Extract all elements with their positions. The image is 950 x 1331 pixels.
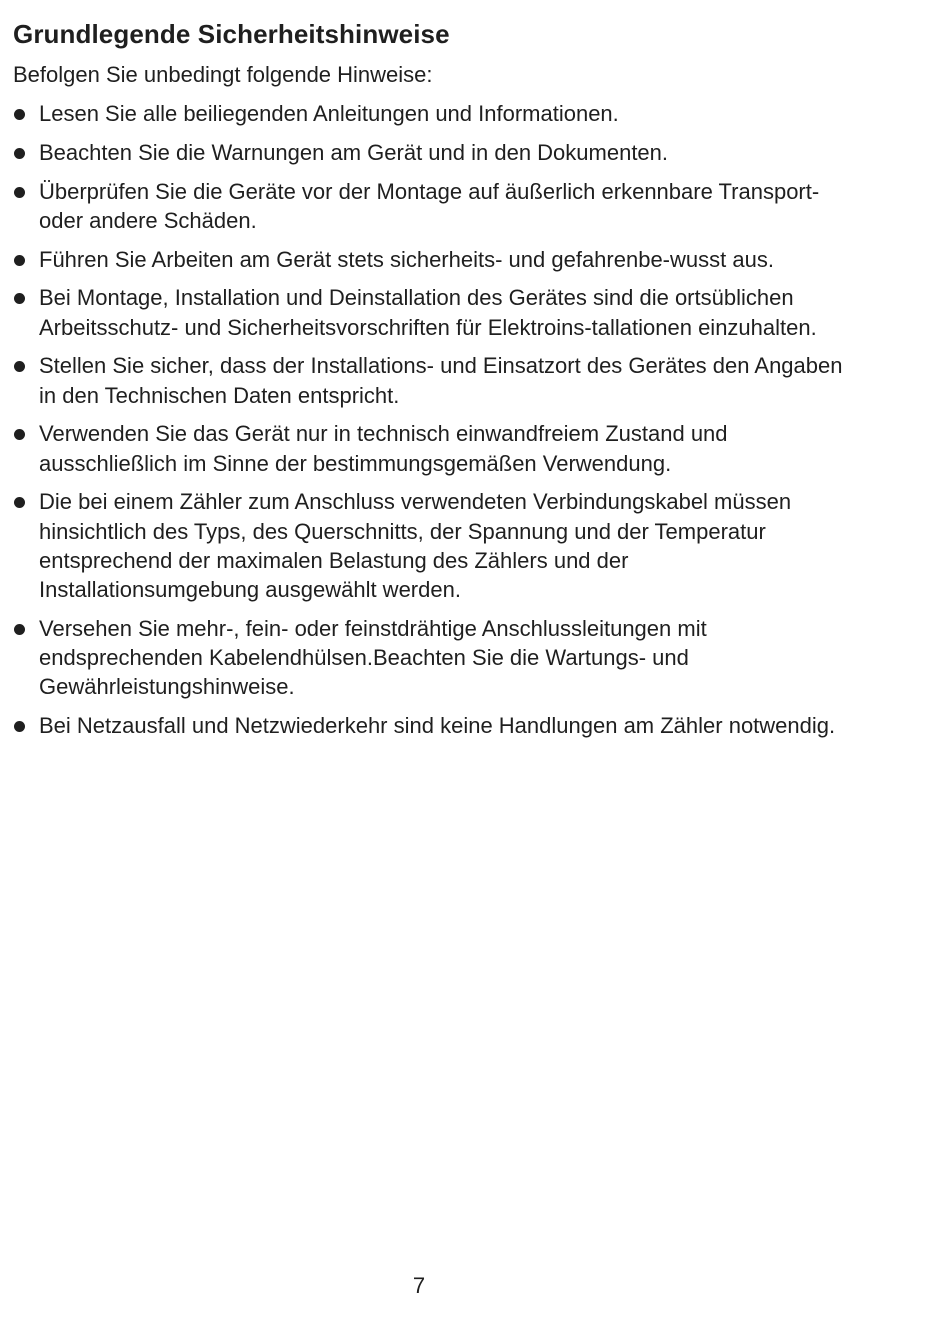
safety-instructions-list: [13, 99, 843, 750]
list-item: [13, 177, 843, 235]
section-title: Grundlegende Sicherheitshinweise: [13, 19, 450, 49]
list-item-text: Lesen Sie alle beiliegenden Anleitungen und Informationen.: [39, 101, 619, 126]
list-item: [13, 283, 843, 341]
list-item-text: Versehen Sie mehr-, fein- oder feinstdrähtige Anschlussleitungen mit endsprechenden Kabelendhülsen.Beachten Sie die Wartungs- und Gewährleistungshinweise.: [39, 615, 707, 700]
bullet-icon: [14, 721, 25, 732]
bullet-icon: [14, 429, 25, 440]
list-item-text: Bei Netzausfall und Netzwiederkehr sind keine Handlungen am Zähler notwendig.: [39, 713, 836, 738]
bullet-icon: [14, 293, 25, 304]
bullet-icon: [14, 187, 25, 198]
bullet-icon: [14, 361, 25, 372]
bullet-icon: [14, 255, 25, 266]
list-item: [13, 419, 843, 477]
list-item-text: Stellen Sie sicher, dass der Installations- und Einsatzort des Gerätes den Angaben in den Technischen Daten entspricht.: [39, 353, 843, 408]
list-item-text: Bei Montage, Installation und Deinstallation des Gerätes sind die ortsüblichen Arbeitsschutz- und Sicherheitsvorschriften für Elektroins-tallationen einzuhalten.: [39, 285, 817, 340]
list-item: [13, 138, 843, 167]
list-item: [13, 99, 843, 128]
list-item-text: Die bei einem Zähler zum Anschluss verwendeten Verbindungskabel müssen hinsichtlich des Typs, des Querschnitts, der Spannung und der Temperatur entsprechend der maximalen Belastung des Zählers und der Installationsumgebung ausgewählt werden.: [39, 489, 792, 602]
intro-text: Befolgen Sie unbedingt folgende Hinweise:: [13, 62, 433, 87]
page-number: 7: [412, 1273, 426, 1298]
list-item-text: Führen Sie Arbeiten am Gerät stets sicherheits- und gefahrenbe-wusst aus.: [39, 246, 774, 272]
list-item: [13, 245, 843, 274]
list-item: [13, 487, 843, 604]
list-item-text: Beachten Sie die Warnungen am Gerät und in den Dokumenten.: [39, 139, 669, 165]
list-item: [13, 711, 843, 740]
list-item: [13, 614, 843, 702]
bullet-icon: [14, 109, 25, 120]
list-item: [13, 351, 843, 409]
list-item-text: Verwenden Sie das Gerät nur in technisch einwandfreiem Zustand und ausschließlich im Sinne der bestimmungsgemäßen Verwendung.: [39, 421, 728, 476]
list-item-text: Überprüfen Sie die Geräte vor der Montage auf äußerlich erkennbare Transport- oder andere Schäden.: [39, 178, 820, 233]
bullet-icon: [14, 497, 25, 508]
bullet-icon: [14, 148, 25, 159]
bullet-icon: [14, 624, 25, 635]
